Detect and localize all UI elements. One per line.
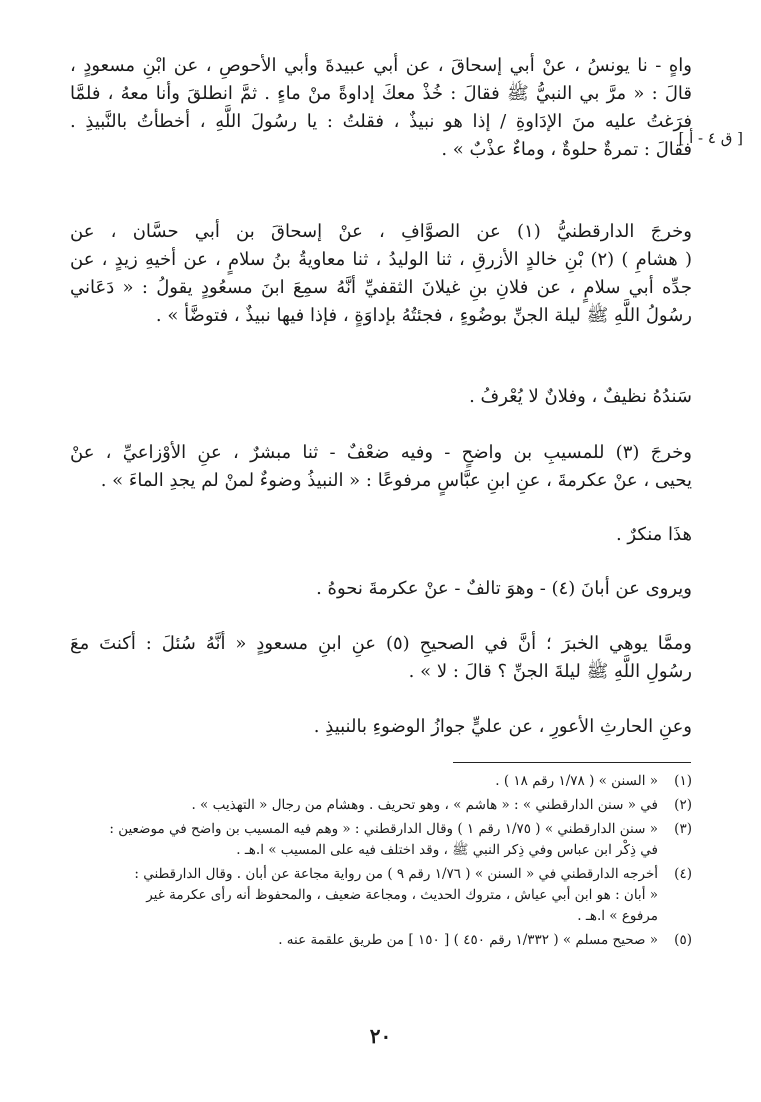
paragraph — [70, 575, 692, 603]
text-line: رسُولُ اللَّهِ ﷺ ليلة الجنِّ بوضُوءٍ ، فجئتُهُ بإداوَةٍ ، فإذا فيها نبيذٌ ، فتوضَّأ » . — [155, 305, 692, 326]
footnote-number: (٢) — [674, 797, 692, 813]
page-number: ٢٠ — [369, 1024, 392, 1048]
footnote-number: (٣) — [674, 821, 692, 837]
footnote — [70, 795, 692, 816]
footnote-number: (١) — [674, 773, 692, 789]
footnote-line: « سنن الدارقطني » ( ١/٧٥ رقم ١ ) وقال الدارقطني : « وهم فيه المسيب بن واضح في موضعين : — [109, 821, 658, 837]
text-line: ويروى عن أبانَ (٤) - وهوَ تالفٌ - عنْ عكرمةَ نحوهُ . — [316, 578, 692, 599]
text-line: هذَا منكرٌ . — [615, 524, 692, 545]
text-line: واهٍ - نا يونسُ ، عنْ أبي إسحاقَ ، عن أبي عبيدةَ وأبي الأحوصِ ، عن ابْنِ مسعودٍ ، — [70, 55, 692, 76]
footnote — [70, 771, 692, 792]
footnote-separator — [453, 762, 691, 763]
footnote-number: (٥) — [674, 932, 692, 948]
text-line: وعنِ الحارثِ الأعورِ ، عن عليٍّ جوازُ الوضوءِ بالنبيذِ . — [313, 716, 692, 737]
footnote-line: في ذِكْر ابن عباس وفي ذِكر النبي ﷺ ، وقد اختلف فيه على المسيب » ا.هـ . — [236, 842, 658, 858]
paragraph — [70, 713, 692, 741]
footnote — [70, 864, 692, 927]
text-line: وممَّا يوهي الخبرَ ؛ أنَّ في الصحيحِ (٥) عنِ ابنِ مسعودٍ « أنَّهُ سُئلَ : أكنتَ معَ — [70, 633, 692, 654]
text-line: فقالَ : تمرةٌ حلوةٌ ، وماءٌ عذْبٌ » . — [441, 139, 692, 160]
footnote-line: « صحيح مسلم » ( ١/٣٣٢ رقم ٤٥٠ ) [ ١٥٠ ] من طريق علقمة عنه . — [278, 932, 658, 948]
footnote-text — [70, 819, 658, 861]
text-line: وخرجَ الدارقطنيُّ (١) عن الصوَّافِ ، عنْ إسحاقَ بن أبي حسَّان ، عن — [70, 221, 692, 242]
text-line: سَندُهُ نظيفٌ ، وفلانٌ لا يُعْرفُ . — [469, 386, 692, 407]
footnote-line: « أبان : هو ابن أبي عياش ، متروك الحديث ، ومجاعة ضعيف ، والمحفوظ أنه رأى عكرمة غير — [146, 887, 658, 903]
paragraph — [70, 218, 692, 330]
text-line: فرَغتُ عليه منَ الإدَاوةِ / إذا هو نبيذٌ ، فقلتُ : يا رسُولَ اللَّهِ ، أخطأتُ بالنَّبيذِ . — [70, 111, 692, 132]
paragraph — [70, 630, 692, 686]
paragraph — [70, 383, 692, 411]
footnotes — [70, 771, 692, 954]
text-line: وخرجَ (٣) للمسيبِ بن واضحٍ - وفيه ضعْفٌ - ثنا مبشرٌ ، عنِ الأوْزاعيِّ ، عنْ — [70, 442, 692, 463]
footnote-text — [70, 864, 658, 927]
text-line: قالَ : « مرَّ بي النبيُّ ﷺ فقالَ : خُذْ معكَ إداوةً منْ ماءٍ . ثمَّ انطلقَ وأنا معهُ ، فلمَّا — [70, 83, 692, 104]
footnote-line: مرفوع » ا.هـ . — [577, 908, 658, 924]
text-line: رسُولِ اللَّهِ ﷺ ليلةَ الجنِّ ؟ قالَ : لا » . — [408, 661, 692, 682]
footnote-line: « السنن » ( ١/٧٨ رقم ١٨ ) . — [495, 773, 658, 789]
paragraph — [70, 521, 692, 549]
text-line: يحيى ، عنْ عكرمةَ ، عنِ ابنِ عبَّاسٍ مرفوعًا : « النبيذُ وضوءٌ لمنْ لم يجدِ الماءَ » . — [100, 470, 692, 491]
footnote-number: (٤) — [674, 866, 692, 882]
footnote-line: أخرجه الدارقطني في « السنن » ( ١/٧٦ رقم ٩ ) من رواية مجاعة عن أبان . وقال الدارقطني : — [134, 866, 658, 882]
footnote-text — [70, 795, 658, 816]
footnote — [70, 819, 692, 861]
footnote-text — [70, 771, 658, 792]
footnote — [70, 930, 692, 951]
footnote-line: في « سنن الدارقطني » : « هاشم » ، وهو تحريف . وهشام من رجال « التهذيب » . — [191, 797, 658, 813]
text-line: جدِّه أبي سلامٍ ، عن فلانِ بنِ غيلانَ الثقفيِّ أنَّهُ سمِعَ ابنَ مسعُودٍ يقولُ : « دَعَاني — [70, 277, 692, 298]
footnote-text — [70, 930, 658, 951]
text-line: ( هشامِ ) (٢) بْنِ خالدٍ الأزرقِ ، ثنا الوليدُ ، ثنا معاويةُ بنُ سلامٍ ، عن أخيهِ زيدٍ ، عن — [70, 249, 692, 270]
paragraph — [70, 52, 692, 164]
manuscript-folio-marker: [ ق ٤ - أ ] — [678, 129, 743, 147]
paragraph — [70, 439, 692, 495]
